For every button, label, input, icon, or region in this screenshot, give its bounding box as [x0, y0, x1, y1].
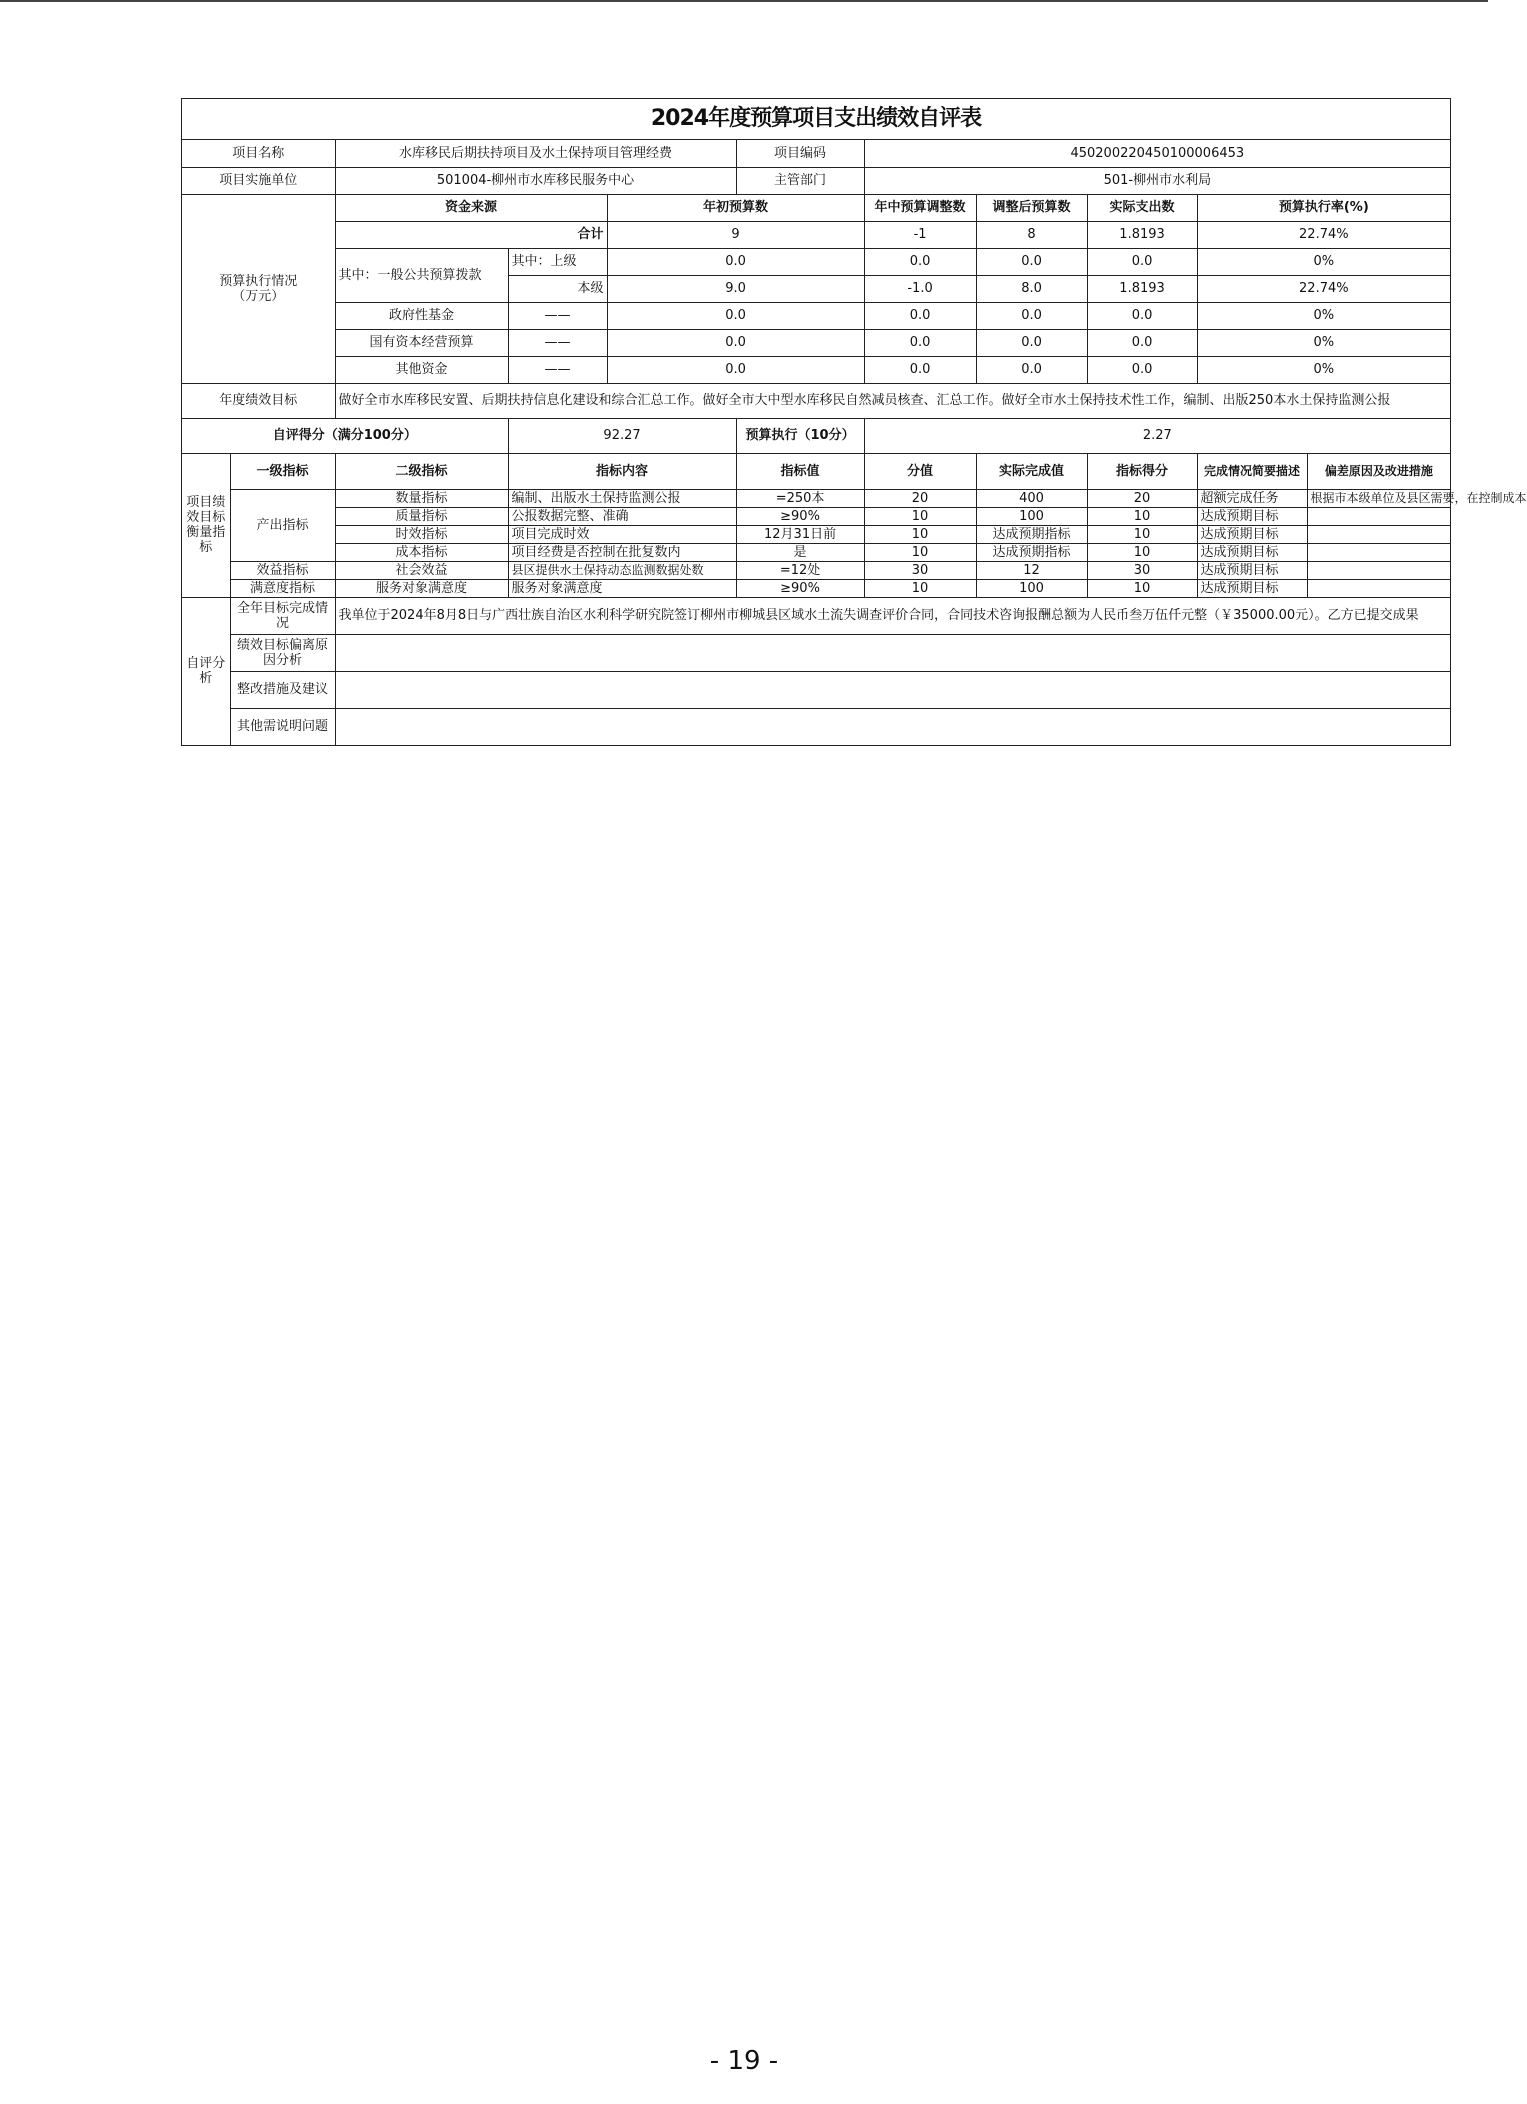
- general-budget-label: 其中：一般公共预算拨款: [335, 248, 508, 302]
- budget-total-row: [182, 221, 1450, 248]
- indicator-description: 达成预期目标: [1197, 507, 1307, 525]
- indicator-content: 项目经费是否控制在批复数内: [508, 543, 736, 561]
- statecapital-initial: 0.0: [607, 329, 864, 356]
- indicator-weight: 30: [864, 561, 976, 579]
- satisfaction-indicator-label: 满意度指标: [230, 579, 335, 597]
- indicator-score: 10: [1087, 525, 1197, 543]
- statecapital-label: 国有资本经营预算: [335, 329, 508, 356]
- benefit-indicator-label: 效益指标: [230, 561, 335, 579]
- benefit-indicator-row: [182, 561, 1450, 579]
- indicator-level2: 时效指标: [335, 525, 508, 543]
- indicator-score: 10: [1087, 507, 1197, 525]
- indicator-deviation: [1307, 525, 1450, 543]
- other-fund-adjust: 0.0: [864, 356, 976, 383]
- score-row: [182, 418, 1450, 453]
- statecapital-adjust: 0.0: [864, 329, 976, 356]
- header-initial-budget: 年初预算数: [607, 194, 864, 221]
- other-fund-adjusted: 0.0: [976, 356, 1087, 383]
- statecapital-adjusted: 0.0: [976, 329, 1087, 356]
- indicator-actual: 100: [976, 507, 1087, 525]
- total-adjusted: 8: [976, 221, 1087, 248]
- budget-section-text: 预算执行情况 （万元）: [219, 273, 298, 304]
- budget-other-row: [182, 356, 1450, 383]
- indicator-row: [182, 507, 1450, 525]
- govfund-dash: ——: [508, 302, 607, 329]
- govfund-adjust: 0.0: [864, 302, 976, 329]
- upper-initial: 0.0: [607, 248, 864, 275]
- project-code-label: 项目编码: [736, 140, 864, 167]
- header-adjusted-budget: 调整后预算数: [976, 194, 1087, 221]
- local-adjusted: 8.0: [976, 275, 1087, 302]
- upper-rate: 0%: [1197, 248, 1450, 275]
- upper-actual: 0.0: [1087, 248, 1197, 275]
- annual-goal-row: [182, 383, 1450, 418]
- upper-adjusted: 0.0: [976, 248, 1087, 275]
- total-actual: 1.8193: [1087, 221, 1197, 248]
- other-fund-rate: 0%: [1197, 356, 1450, 383]
- header-actual-spend: 实际支出数: [1087, 194, 1197, 221]
- indicator-level2: 质量指标: [335, 507, 508, 525]
- performance-evaluation-form: [181, 98, 1527, 746]
- indicator-description: 达成预期目标: [1197, 525, 1307, 543]
- header-level1: 一级指标: [230, 453, 335, 489]
- govfund-adjusted: 0.0: [976, 302, 1087, 329]
- header-target: 指标值: [736, 453, 864, 489]
- local-rate: 22.74%: [1197, 275, 1450, 302]
- evaluation-table: [182, 140, 1527, 746]
- other-fund-label: 其他资金: [335, 356, 508, 383]
- indicator-deviation: [1307, 561, 1450, 579]
- indicator-actual: 达成预期指标: [976, 525, 1087, 543]
- completion-row: [182, 597, 1450, 634]
- other-issues-row: [182, 708, 1450, 745]
- indicator-deviation: [1307, 507, 1450, 525]
- project-unit-value: 501004-柳州市水库移民服务中心: [335, 167, 736, 194]
- local-adjust: -1.0: [864, 275, 976, 302]
- govfund-rate: 0%: [1197, 302, 1450, 329]
- indicator-row: [182, 525, 1450, 543]
- indicator-level2: 成本指标: [335, 543, 508, 561]
- annual-goal-label: 年度绩效目标: [182, 383, 335, 418]
- indicator-weight: 10: [864, 507, 976, 525]
- other-issues-text: [335, 708, 1450, 745]
- other-fund-initial: 0.0: [607, 356, 864, 383]
- indicator-weight: 20: [864, 489, 976, 507]
- statecapital-dash: ——: [508, 329, 607, 356]
- statecapital-rate: 0%: [1197, 329, 1450, 356]
- header-midyear-adjust: 年中预算调整数: [864, 194, 976, 221]
- other-fund-dash: ——: [508, 356, 607, 383]
- self-eval-section-label: 自评分析: [182, 597, 230, 745]
- header-actual: 实际完成值: [976, 453, 1087, 489]
- indicator-section-label: 项目绩效目标衡量指标: [182, 453, 230, 597]
- indicator-description: 达成预期目标: [1197, 579, 1307, 597]
- govfund-initial: 0.0: [607, 302, 864, 329]
- total-rate: 22.74%: [1197, 221, 1450, 248]
- budget-header-row: [182, 194, 1450, 221]
- page-top-border: [0, 0, 1488, 2]
- total-initial: 9: [607, 221, 864, 248]
- header-fund-source: 资金来源: [335, 194, 607, 221]
- budget-exec-score-value: 2.27: [864, 418, 1450, 453]
- indicator-score: 10: [1087, 579, 1197, 597]
- other-issues-label: 其他需说明问题: [230, 708, 335, 745]
- indicator-target: =250本: [736, 489, 864, 507]
- indicator-content: 公报数据完整、准确: [508, 507, 736, 525]
- indicator-weight: 10: [864, 525, 976, 543]
- indicator-level2: 数量指标: [335, 489, 508, 507]
- indicator-deviation: [1307, 579, 1450, 597]
- project-name-label: 项目名称: [182, 140, 335, 167]
- indicator-header-row: [182, 453, 1450, 489]
- project-dept-value: 501-柳州市水利局: [864, 167, 1450, 194]
- indicator-weight: 10: [864, 543, 976, 561]
- indicator-actual: 400: [976, 489, 1087, 507]
- measures-text: [335, 671, 1450, 708]
- indicator-target: ≥90%: [736, 507, 864, 525]
- project-dept-label: 主管部门: [736, 167, 864, 194]
- header-level2: 二级指标: [335, 453, 508, 489]
- project-unit-label: 项目实施单位: [182, 167, 335, 194]
- upper-adjust: 0.0: [864, 248, 976, 275]
- completion-text: 我单位于2024年8月8日与广西壮族自治区水利科学研究院签订柳州市柳城县区域水土流失调查评价合同，合同技术咨询报酬总额为人民币叁万伍仟元整（￥35000.00元）。乙方已提交成果: [335, 597, 1450, 634]
- indicator-target: =12处: [736, 561, 864, 579]
- indicator-content: 县区提供水土保持动态监测数据处数: [508, 561, 736, 579]
- indicator-row: [182, 489, 1450, 507]
- local-actual: 1.8193: [1087, 275, 1197, 302]
- completion-label: 全年目标完成情况: [230, 597, 335, 634]
- measures-row: [182, 671, 1450, 708]
- page-number: - 19 -: [709, 2046, 779, 2076]
- header-deviation: 偏差原因及改进措施: [1307, 453, 1450, 489]
- deviation-row: [182, 634, 1450, 671]
- satisfaction-indicator-row: [182, 579, 1450, 597]
- indicator-level2: 服务对象满意度: [335, 579, 508, 597]
- indicator-row: [182, 543, 1450, 561]
- header-content: 指标内容: [508, 453, 736, 489]
- deviation-label: 绩效目标偏离原因分析: [230, 634, 335, 671]
- budget-statecapital-row: [182, 329, 1450, 356]
- total-label: 合计: [335, 221, 607, 248]
- indicator-description: 达成预期目标: [1197, 561, 1307, 579]
- budget-exec-score-label: 预算执行（10分）: [736, 418, 864, 453]
- budget-govfund-row: [182, 302, 1450, 329]
- indicator-weight: 10: [864, 579, 976, 597]
- other-fund-actual: 0.0: [1087, 356, 1197, 383]
- indicator-actual: 12: [976, 561, 1087, 579]
- statecapital-actual: 0.0: [1087, 329, 1197, 356]
- header-description: 完成情况简要描述: [1197, 453, 1307, 489]
- measures-label: 整改措施及建议: [230, 671, 335, 708]
- upper-label: 其中：上级: [508, 248, 607, 275]
- indicator-description: 超额完成任务: [1197, 489, 1307, 507]
- indicator-actual: 达成预期指标: [976, 543, 1087, 561]
- indicator-actual: 100: [976, 579, 1087, 597]
- indicator-score: 30: [1087, 561, 1197, 579]
- indicator-target: 是: [736, 543, 864, 561]
- govfund-actual: 0.0: [1087, 302, 1197, 329]
- header-score: 指标得分: [1087, 453, 1197, 489]
- indicator-score: 10: [1087, 543, 1197, 561]
- local-initial: 9.0: [607, 275, 864, 302]
- indicator-content: 编制、出版水土保持监测公报: [508, 489, 736, 507]
- self-score-label: 自评得分（满分100分）: [182, 418, 508, 453]
- budget-upper-row: [182, 248, 1450, 275]
- indicator-level2: 社会效益: [335, 561, 508, 579]
- output-indicator-label: 产出指标: [230, 489, 335, 561]
- indicator-score: 20: [1087, 489, 1197, 507]
- indicator-target: 12月31日前: [736, 525, 864, 543]
- annual-goal-text: 做好全市水库移民安置、后期扶持信息化建设和综合汇总工作。做好全市大中型水库移民自然减员核查、汇总工作。做好全市水土保持技术性工作，编制、出版250本水土保持监测公报: [335, 383, 1450, 418]
- header-weight: 分值: [864, 453, 976, 489]
- indicator-description: 达成预期目标: [1197, 543, 1307, 561]
- indicator-content: 服务对象满意度: [508, 579, 736, 597]
- indicator-content: 项目完成时效: [508, 525, 736, 543]
- project-name-value: 水库移民后期扶持项目及水土保持项目管理经费: [335, 140, 736, 167]
- project-unit-row: [182, 167, 1450, 194]
- project-code-value: 450200220450100006453: [864, 140, 1450, 167]
- deviation-text: [335, 634, 1450, 671]
- form-title: 2024年度预算项目支出绩效自评表: [182, 99, 1450, 140]
- total-adjust: -1: [864, 221, 976, 248]
- local-label: 本级: [508, 275, 607, 302]
- budget-section-label: [182, 194, 335, 383]
- govfund-label: 政府性基金: [335, 302, 508, 329]
- project-name-row: [182, 140, 1450, 167]
- indicator-deviation: 根据市本级单位及县区需要，在控制成本: [1307, 489, 1450, 507]
- indicator-deviation: [1307, 543, 1450, 561]
- header-exec-rate: 预算执行率(%): [1197, 194, 1450, 221]
- self-score-value: 92.27: [508, 418, 736, 453]
- indicator-target: ≥90%: [736, 579, 864, 597]
